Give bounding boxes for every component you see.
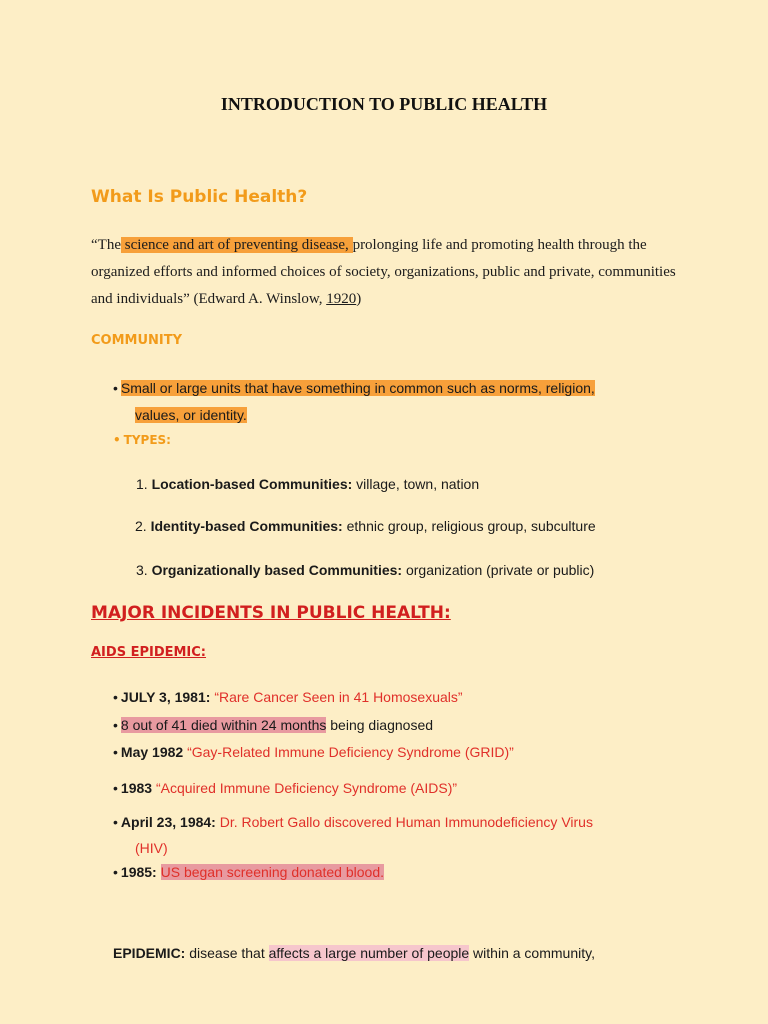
bullet-icon: • (113, 864, 118, 880)
bullet-icon: • (113, 780, 118, 796)
type-description: village, town, nation (356, 476, 480, 492)
aids-epidemic-heading: AIDS EPIDEMIC: (91, 645, 207, 660)
type-name: Identity-based Communities: (150, 518, 343, 534)
document-title: INTRODUCTION TO PUBLIC HEALTH (220, 94, 548, 114)
event-date: 1983 (120, 780, 153, 796)
section-heading-what-is-public-health: What Is Public Health? (91, 187, 308, 207)
community-type-item (135, 518, 596, 534)
type-name: Organizationally based Communities: (151, 562, 403, 578)
bullet-icon: • (113, 380, 118, 396)
major-incidents-heading: MAJOR INCIDENTS IN PUBLIC HEALTH: (91, 603, 451, 623)
epidemic-highlight: affects a large number of people (268, 945, 470, 961)
event-date: April 23, 1984: (120, 814, 216, 830)
quote-highlight: science and art of preventing disease, (120, 237, 353, 253)
bullet-icon: • (113, 689, 118, 705)
event-text-continued: (HIV) (135, 840, 168, 856)
type-number: 2. (135, 518, 147, 534)
community-type-item (136, 476, 479, 492)
type-description: ethnic group, religious group, subculture (346, 518, 596, 534)
types-heading (113, 433, 171, 447)
event-text: being diagnosed (326, 717, 434, 733)
epidemic-definition (113, 945, 595, 961)
community-type-item (136, 562, 594, 578)
event-date: May 1982 (120, 744, 184, 760)
epidemic-text: disease that (189, 945, 269, 961)
epidemic-term: EPIDEMIC: (113, 945, 186, 961)
quote-rest: prolonging life and promoting health through the organized efforts and informed choices of society, organizations, public and private, communities and individuals” (Edward A. Winslow, (91, 237, 676, 307)
aids-event-item (113, 744, 514, 760)
bullet-icon: • (113, 744, 118, 760)
aids-event-item (113, 717, 433, 733)
bullet-icon: • (113, 433, 121, 447)
event-highlight: 8 out of 41 died within 24 months (120, 717, 327, 733)
community-definition-line2: values, or identity. (135, 407, 247, 423)
event-text: “Rare Cancer Seen in 41 Homosexuals” (214, 689, 463, 705)
winslow-definition-quote (91, 232, 691, 313)
event-date: JULY 3, 1981: (120, 689, 211, 705)
community-definition (113, 375, 653, 429)
event-text: “Acquired Immune Deficiency Syndrome (AIDS)” (155, 780, 458, 796)
year-link[interactable]: 1920 (326, 291, 357, 307)
type-number: 1. (136, 476, 148, 492)
event-text: Dr. Robert Gallo discovered Human Immunodeficiency Virus (219, 814, 593, 830)
types-heading-label: TYPES: (123, 433, 171, 447)
aids-event-item (113, 780, 457, 796)
quote-close: ) (356, 291, 362, 307)
epidemic-text-after: within a community, (469, 945, 595, 961)
type-number: 3. (136, 562, 148, 578)
event-text: “Gay-Related Immune Deficiency Syndrome (GRID)” (187, 744, 514, 760)
community-definition-line1: Small or large units that have something in common such as norms, religion, (120, 380, 595, 396)
aids-event-item (113, 689, 463, 705)
quote-open: “The (91, 237, 121, 253)
community-heading: COMMUNITY (91, 333, 183, 348)
event-date: 1985: (120, 864, 157, 880)
event-highlight: US began screening donated blood. (160, 864, 385, 880)
aids-event-item (113, 809, 593, 861)
type-name: Location-based Communities: (151, 476, 353, 492)
type-description: organization (private or public) (405, 562, 595, 578)
bullet-icon: • (113, 814, 118, 830)
bullet-icon: • (113, 717, 118, 733)
aids-event-item (113, 864, 384, 880)
